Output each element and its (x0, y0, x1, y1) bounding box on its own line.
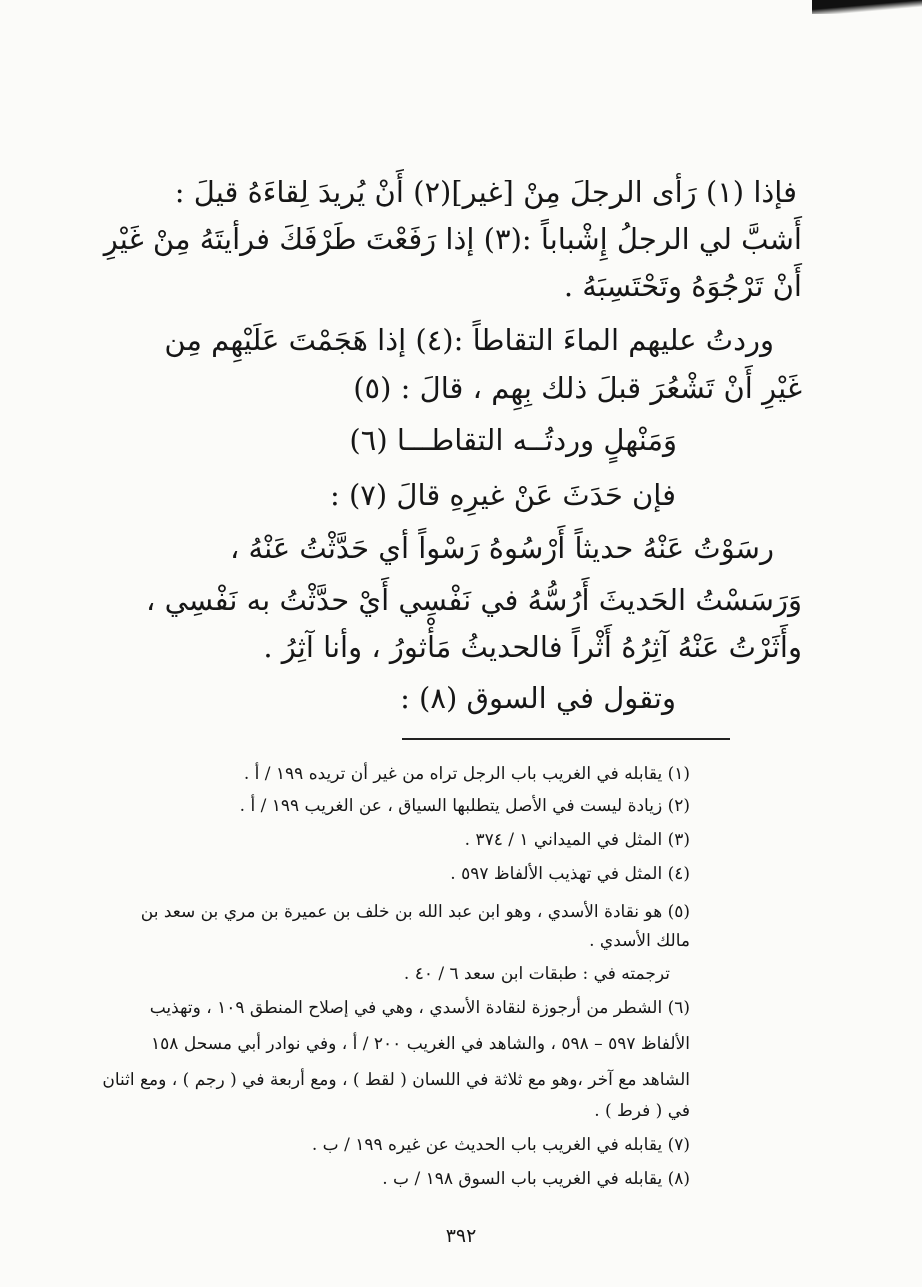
main-line-2: أَشبَّ لي الرجلُ إِشْباباً :(٣) إذا رَفَعْتَ طَرْفَكَ فرأيتَهُ مِنْ غَيْرِ (103, 222, 802, 256)
main-line-8: رسَوْتُ عَنْهُ حديثاً أَرْسُوهُ رَسْواً أي حَدَّثْتُ عَنْهُ ، (229, 531, 774, 565)
footnote-5: (٥) هو نقادة الأسدي ، وهو ابن عبد الله بن خلف بن عميرة بن مري بن سعد بن (140, 902, 690, 922)
footnote-6-cont-3: في ( فرط ) . (594, 1101, 690, 1121)
footnote-7: (٧) يقابله في الغريب باب الحديث عن غيره ١٩٩ / ب . (311, 1135, 690, 1155)
main-line-7: فإن حَدَثَ عَنْ غيرِهِ قالَ (٧) : (329, 478, 676, 512)
main-line-3: أَنْ تَرْجُوَهُ وتَحْتَسِبَهُ . (563, 269, 802, 303)
footnote-5-bio: ترجمته في : طبقات ابن سعد ٦ / ٤٠ . (403, 964, 670, 984)
footnote-6-cont-1: الألفاظ ٥٩٧ – ٥٩٨ ، والشاهد في الغريب ٢٠٠ / أ ، وفي نوادر أبي مسحل ١٥٨ (151, 1034, 690, 1054)
main-line-11: وتقول في السوق (٨) : (400, 681, 676, 715)
footnote-5-cont: مالك الأسدي . (589, 931, 690, 951)
main-line-10: وأَثَرْتُ عَنْهُ آثِرُهُ أَثْراً فالحديثُ مَأْثورُ ، وأنا آثِرُ . (263, 630, 802, 664)
footnote-8: (٨) يقابله في الغريب باب السوق ١٩٨ / ب . (382, 1169, 690, 1189)
footnote-divider (402, 738, 730, 740)
scan-edge-shadow (812, 0, 922, 14)
page-number: ٣٩٢ (445, 1225, 477, 1247)
main-line-1: فإذا (١) رَأى الرجلَ مِنْ [غير](٢) أَنْ يُريدَ لِقاءَهُ قيلَ : (174, 175, 797, 209)
verse-line: وَمَنْهلٍ وردتُــه التقاطـــا (٦) (349, 423, 677, 457)
main-line-9: وَرَسَسْتُ الحَديثَ أَرُسُّهُ في نَفْسِي أَيْ حدَّثْتُ به نَفْسِي ، (146, 583, 802, 617)
footnote-6: (٦) الشطر من أرجوزة لنقادة الأسدي ، وهي في إصلاح المنطق ١٠٩ ، وتهذيب (149, 998, 690, 1018)
main-line-5: غَيْرِ أَنْ تَشْعُرَ قبلَ ذلك بِهِم ، قالَ : (٥) (353, 371, 802, 405)
footnote-1: (١) يقابله في الغريب باب الرجل تراه من غير أن تريده ١٩٩ / أ . (243, 764, 690, 784)
footnote-3: (٣) المثل في الميداني ١ / ٣٧٤ . (464, 830, 690, 850)
footnote-2: (٢) زيادة ليست في الأصل يتطلبها السياق ، عن الغريب ١٩٩ / أ . (239, 796, 690, 816)
main-line-4: وردتُ عليهم الماءَ التقاطاً :(٤) إذا هَجَمْتَ عَلَيْهِم مِن (164, 323, 774, 357)
footnote-4: (٤) المثل في تهذيب الألفاظ ٥٩٧ . (450, 864, 690, 884)
footnote-6-cont-2: الشاهد مع آخر ،وهو مع ثلاثة في اللسان ( لقط ) ، ومع أربعة في ( رجم ) ، ومع اثنان (102, 1070, 690, 1090)
